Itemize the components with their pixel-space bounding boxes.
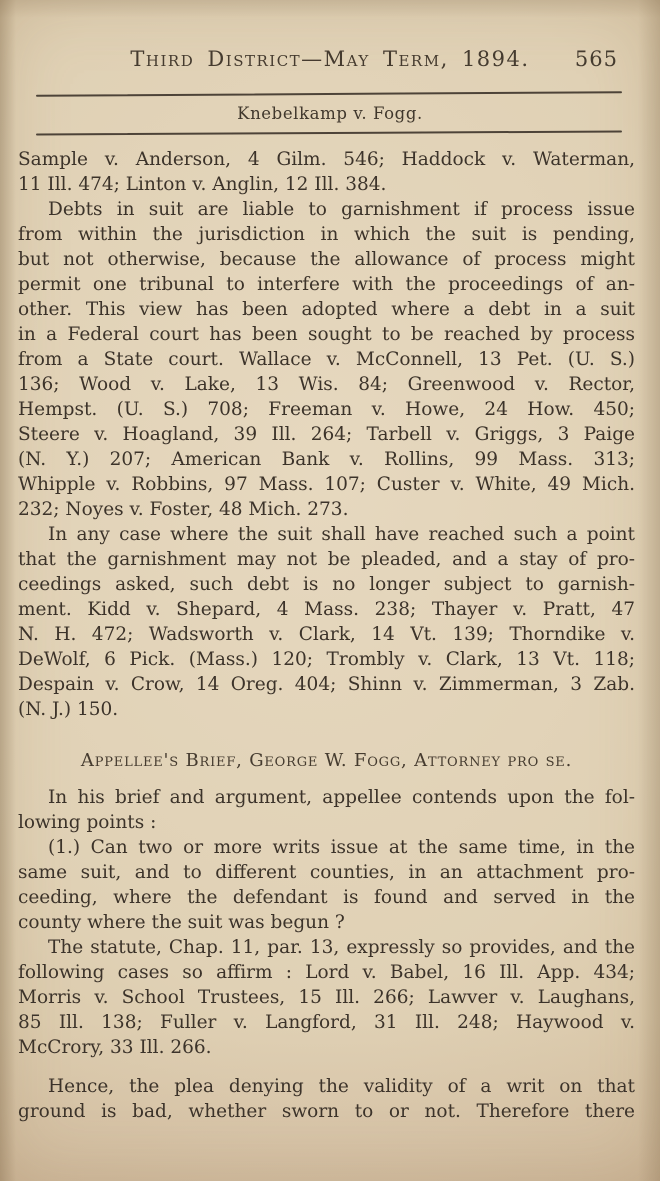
text-line: ground is bad, whether sworn to or not. Therefore there [18,1101,635,1122]
horizontal-rule-top [36,91,622,97]
text-line: from a State court. Wallace v. McConnell, 13 Pet. (U. S.) [18,349,635,370]
text-line: 85 Ill. 138; Fuller v. Langford, 31 Ill. 248; Haywood v. [18,1012,635,1033]
text-line: In his brief and argument, appellee contends upon the fol- [48,787,635,808]
horizontal-rule-bottom [36,130,622,135]
text-line: Sample v. Anderson, 4 Gilm. 546; Haddock v. Waterman, [18,149,635,170]
paragraph [18,835,635,935]
text-line: ceedings asked, such debt is no longer subject to garnish- [18,574,635,595]
paragraph [18,147,635,197]
text-line: other. This view has been adopted where a debt in a suit [18,299,635,320]
paragraph [18,197,635,522]
text-line: 136; Wood v. Lake, 13 Wis. 84; Greenwood v. Rector, [18,374,635,395]
text-line: that the garnishment may not be pleaded, and a stay of pro- [18,549,635,570]
paragraph [18,1074,635,1124]
text-line: in a Federal court has been sought to be reached by process [18,324,635,345]
text-line: 11 Ill. 474; Linton v. Anglin, 12 Ill. 384. [18,174,387,195]
text-line: Appellee's Brief, George W. Fogg, Attorney pro se. [80,750,573,771]
text-line: permit one tribunal to interfere with the proceedings of an- [18,274,635,295]
paragraph [18,935,635,1060]
text-line: same suit, and to different counties, in an attachment pro- [18,862,635,883]
paragraph [18,785,635,835]
text-line: following cases so affirm : Lord v. Babel, 16 Ill. App. 434; [18,962,635,983]
text-line: (1.) Can two or more writs issue at the same time, in the [48,837,635,858]
page-number: 565 [574,47,618,71]
text-line: but not otherwise, because the allowance of process might [18,249,635,270]
page-body [18,147,635,1124]
text-line: The statute, Chap. 11, par. 13, expressly so provides, and the [48,937,635,958]
header-line [0,46,660,72]
text-line: from within the jurisdiction in which the suit is pending, [18,224,635,245]
text-line: Hempst. (U. S.) 708; Freeman v. Howe, 24 How. 450; [18,399,635,420]
text-line: Debts in suit are liable to garnishment if process issue [48,199,635,220]
text-line: (N. J.) 150. [18,699,119,720]
page-header-title: Third District—May Term, 1894. [130,47,530,71]
text-line: In any case where the suit shall have reached such a point [48,524,635,545]
section-heading [18,748,635,773]
paragraph [18,522,635,722]
text-line: DeWolf, 6 Pick. (Mass.) 120; Trombly v. Clark, 13 Vt. 118; [18,649,635,670]
text-line: 232; Noyes v. Foster, 48 Mich. 273. [18,499,349,520]
text-line: lowing points : [18,812,157,833]
text-line: McCrory, 33 Ill. 266. [18,1037,212,1058]
text-line: Morris v. School Trustees, 15 Ill. 266; Lawver v. Laughans, [18,987,635,1008]
text-line: ment. Kidd v. Shepard, 4 Mass. 238; Thayer v. Pratt, 47 [18,599,635,620]
text-line: Hence, the plea denying the validity of a writ on that [48,1076,635,1097]
text-line: Whipple v. Robbins, 97 Mass. 107; Custer v. White, 49 Mich. [18,474,635,495]
text-line: Steere v. Hoagland, 39 Ill. 264; Tarbell v. Griggs, 3 Paige [18,424,635,445]
text-line: county where the suit was begun ? [18,912,345,933]
running-head-case-name: Knebelkamp v. Fogg. [237,104,423,123]
text-line: ceeding, where the defendant is found and served in the [18,887,635,908]
text-line: N. H. 472; Wadsworth v. Clark, 14 Vt. 139; Thorndike v. [18,624,635,645]
page-header [0,46,660,134]
text-line: Despain v. Crow, 14 Oreg. 404; Shinn v. Zimmerman, 3 Zab. [18,674,635,695]
text-line: (N. Y.) 207; American Bank v. Rollins, 99 Mass. 313; [18,449,635,470]
